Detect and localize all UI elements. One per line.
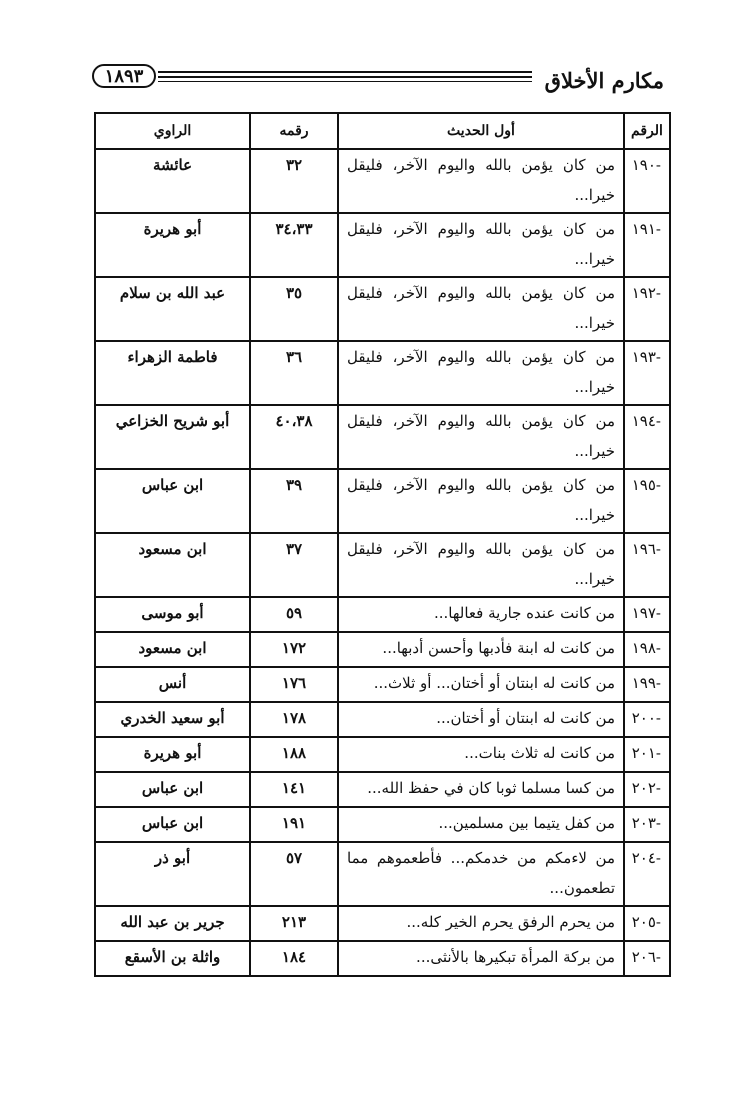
hadith-narrator: جرير بن عبد الله <box>95 906 250 941</box>
hadith-narrator: عائشة <box>95 149 250 213</box>
hadith-first-words: من كفل يتيما بين مسلمين... <box>338 807 624 842</box>
hadith-reference: ١٨٨ <box>250 737 338 772</box>
hadith-reference: ٥٩ <box>250 597 338 632</box>
hadith-first-words: من كان يؤمن بالله واليوم الآخر، فليقل خيرا... <box>338 405 624 469</box>
hadith-reference: ٥٧ <box>250 842 338 906</box>
hadith-reference: ٣٦ <box>250 341 338 405</box>
hadith-first-words: من يحرم الرفق يحرم الخير كله... <box>338 906 624 941</box>
hadith-narrator: ابن عباس <box>95 807 250 842</box>
column-header-number: الرقم <box>624 113 670 149</box>
hadith-narrator: أبو شريح الخزاعي <box>95 405 250 469</box>
hadith-narrator: أنس <box>95 667 250 702</box>
table-row <box>95 807 670 842</box>
table-row <box>95 906 670 941</box>
hadith-reference: ٣٢ <box>250 149 338 213</box>
hadith-first-words: من كان يؤمن بالله واليوم الآخر، فليقل خيرا... <box>338 469 624 533</box>
hadith-number: -٢٠١ <box>624 737 670 772</box>
table-row <box>95 667 670 702</box>
table-row <box>95 737 670 772</box>
header-rule <box>158 71 532 73</box>
hadith-first-words: من كانت عنده جارية فعالها... <box>338 597 624 632</box>
hadith-number: -١٩٠ <box>624 149 670 213</box>
hadith-narrator: عبد الله بن سلام <box>95 277 250 341</box>
hadith-number: -١٩٤ <box>624 405 670 469</box>
hadith-narrator: أبو سعيد الخدري <box>95 702 250 737</box>
hadith-first-words: من كانت له ابنتان أو أختان... <box>338 702 624 737</box>
hadith-narrator: أبو هريرة <box>95 737 250 772</box>
table-row <box>95 341 670 405</box>
table-row <box>95 277 670 341</box>
hadith-reference: ١٧٢ <box>250 632 338 667</box>
hadith-reference: ١٩١ <box>250 807 338 842</box>
hadith-reference: ٣٧ <box>250 533 338 597</box>
hadith-number: -٢٠٤ <box>624 842 670 906</box>
hadith-reference: ٣٥ <box>250 277 338 341</box>
hadith-narrator: ابن عباس <box>95 772 250 807</box>
hadith-first-words: من كان يؤمن بالله واليوم الآخر، فليقل خيرا... <box>338 341 624 405</box>
hadith-first-words: من كان يؤمن بالله واليوم الآخر، فليقل خيرا... <box>338 277 624 341</box>
hadith-first-words: من لاءمكم من خدمكم... فأطعموهم مما تطعمون... <box>338 842 624 906</box>
hadith-reference: ١٨٤ <box>250 941 338 976</box>
hadith-number: -٢٠٢ <box>624 772 670 807</box>
hadith-narrator: فاطمة الزهراء <box>95 341 250 405</box>
hadith-number: -١٩١ <box>624 213 670 277</box>
header-rule <box>158 81 532 82</box>
table-row <box>95 149 670 213</box>
hadith-narrator: أبو هريرة <box>95 213 250 277</box>
column-header-reference: رقمه <box>250 113 338 149</box>
hadith-reference: ٣٩ <box>250 469 338 533</box>
hadith-number: -١٩٢ <box>624 277 670 341</box>
hadith-first-words: من كان يؤمن بالله واليوم الآخر، فليقل خيرا... <box>338 533 624 597</box>
hadith-reference: ١٤١ <box>250 772 338 807</box>
hadith-first-words: من بركة المرأة تبكيرها بالأنثى... <box>338 941 624 976</box>
hadith-number: -١٩٨ <box>624 632 670 667</box>
hadith-narrator: أبو ذر <box>95 842 250 906</box>
hadith-number: -١٩٩ <box>624 667 670 702</box>
hadith-first-words: من كانت له ابنتان أو أختان... أو ثلاث... <box>338 667 624 702</box>
hadith-first-words: من كان يؤمن بالله واليوم الآخر، فليقل خيرا... <box>338 213 624 277</box>
table-header-row <box>95 113 670 149</box>
table-row <box>95 632 670 667</box>
table-row <box>95 597 670 632</box>
hadith-narrator: ابن عباس <box>95 469 250 533</box>
page-header <box>92 64 670 104</box>
table-row <box>95 405 670 469</box>
header-rule <box>158 76 532 78</box>
hadith-first-words: من كانت له ثلاث بنات... <box>338 737 624 772</box>
table-row <box>95 533 670 597</box>
hadith-number: -١٩٦ <box>624 533 670 597</box>
table-row <box>95 772 670 807</box>
hadith-narrator: ابن مسعود <box>95 533 250 597</box>
hadith-reference: ١٧٨ <box>250 702 338 737</box>
column-header-first-words: أول الحديث <box>338 113 624 149</box>
hadith-first-words: من كسا مسلما ثوبا كان في حفظ الله... <box>338 772 624 807</box>
hadith-number: -٢٠٣ <box>624 807 670 842</box>
hadith-narrator: أبو موسى <box>95 597 250 632</box>
table-row <box>95 842 670 906</box>
hadith-number: -٢٠٥ <box>624 906 670 941</box>
hadith-first-words: من كانت له ابنة فأدبها وأحسن أدبها... <box>338 632 624 667</box>
hadith-number: -٢٠٦ <box>624 941 670 976</box>
table-row <box>95 702 670 737</box>
book-title: مكارم الأخلاق <box>544 68 664 93</box>
table-row <box>95 469 670 533</box>
hadith-number: -٢٠٠ <box>624 702 670 737</box>
page-number: ١٨٩٣ <box>92 64 156 88</box>
hadith-first-words: من كان يؤمن بالله واليوم الآخر، فليقل خيرا... <box>338 149 624 213</box>
hadith-index-table <box>94 112 671 977</box>
hadith-number: -١٩٧ <box>624 597 670 632</box>
table-body <box>95 149 670 976</box>
hadith-reference: ٤٠،٣٨ <box>250 405 338 469</box>
hadith-reference: ٢١٣ <box>250 906 338 941</box>
hadith-reference: ١٧٦ <box>250 667 338 702</box>
hadith-narrator: واثلة بن الأسقع <box>95 941 250 976</box>
table-row <box>95 941 670 976</box>
hadith-reference: ٣٤،٣٣ <box>250 213 338 277</box>
hadith-number: -١٩٥ <box>624 469 670 533</box>
hadith-narrator: ابن مسعود <box>95 632 250 667</box>
hadith-number: -١٩٣ <box>624 341 670 405</box>
table-row <box>95 213 670 277</box>
column-header-narrator: الراوي <box>95 113 250 149</box>
